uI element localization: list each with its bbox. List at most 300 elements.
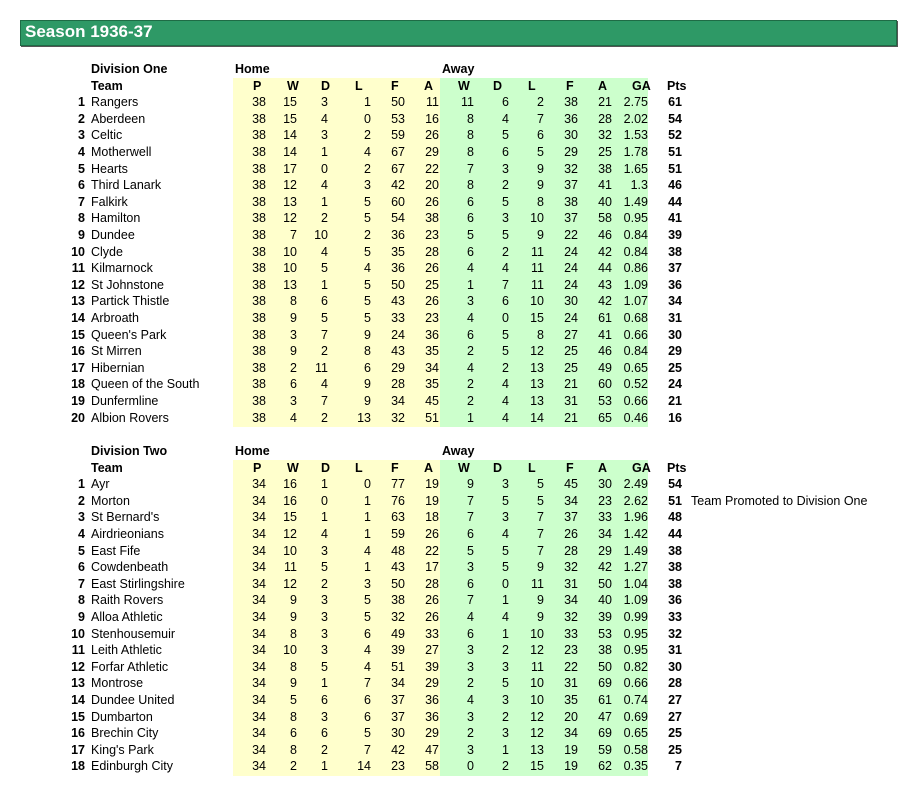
cell-d: 3 <box>321 95 328 110</box>
cell-d: 6 <box>502 145 509 159</box>
cell-l: 1 <box>364 510 371 525</box>
cell-f: 26 <box>564 527 578 541</box>
team-name: Albion Rovers <box>91 410 169 425</box>
cell-f: 32 <box>564 610 578 624</box>
cell-a: 61 <box>598 693 612 707</box>
table-row <box>0 626 918 643</box>
team-name: Montrose <box>91 676 144 691</box>
table-row <box>0 709 918 726</box>
cell-w: 2 <box>467 726 474 741</box>
cell-d: 0 <box>502 311 509 325</box>
cell-p: 34 <box>252 626 266 641</box>
cell-f: 19 <box>564 742 578 757</box>
table-row <box>0 277 918 294</box>
cell-p: 38 <box>252 128 266 143</box>
cell-l: 9 <box>364 377 371 392</box>
cell-d: 1 <box>321 759 328 774</box>
cell-a: 59 <box>598 742 612 757</box>
cell-w: 4 <box>467 610 474 624</box>
division_two-column-headers <box>0 460 918 477</box>
position: 1 <box>78 477 85 492</box>
cell-f: 33 <box>391 311 405 325</box>
cell-w: 6 <box>467 244 474 259</box>
cell-d: 5 <box>502 327 509 342</box>
position: 9 <box>78 610 85 624</box>
cell-l: 10 <box>530 693 544 707</box>
cell-d: 5 <box>502 543 509 558</box>
cell-pts: 27 <box>668 709 682 724</box>
column-header-w: W <box>287 78 299 93</box>
cell-f: 32 <box>564 560 578 575</box>
position: 8 <box>78 211 85 226</box>
cell-l: 9 <box>537 593 544 608</box>
cell-d: 1 <box>502 593 509 608</box>
cell-f: 50 <box>391 277 405 292</box>
cell-l: 5 <box>364 610 371 624</box>
cell-w: 8 <box>290 742 297 757</box>
cell-l: 1 <box>364 493 371 508</box>
cell-ga: 1.96 <box>623 510 648 525</box>
cell-pts: 46 <box>668 178 682 193</box>
team-name: Brechin City <box>91 726 159 741</box>
cell-a: 40 <box>598 194 612 209</box>
cell-p: 38 <box>252 228 266 242</box>
cell-d: 3 <box>502 693 509 707</box>
cell-d: 3 <box>502 726 509 741</box>
cell-l: 15 <box>530 759 544 774</box>
cell-w: 12 <box>283 211 297 226</box>
cell-a: 19 <box>425 493 439 508</box>
team-name: Stenhousemuir <box>91 626 176 641</box>
table-row <box>0 161 918 178</box>
cell-w: 8 <box>467 111 474 126</box>
cell-f: 36 <box>564 111 578 126</box>
cell-f: 63 <box>391 510 405 525</box>
table-row <box>0 227 918 244</box>
cell-ga: 0.46 <box>623 410 648 425</box>
cell-a: 60 <box>598 377 612 392</box>
cell-ga: 0.82 <box>623 659 648 674</box>
cell-d: 1 <box>502 626 509 641</box>
cell-l: 0 <box>364 477 371 492</box>
cell-d: 4 <box>321 377 328 392</box>
position: 8 <box>78 593 85 608</box>
cell-d: 3 <box>321 709 328 724</box>
cell-pts: 51 <box>668 161 682 176</box>
column-header-w: W <box>287 460 299 475</box>
cell-p: 38 <box>252 327 266 342</box>
cell-f: 32 <box>391 410 405 425</box>
column-header-a: A <box>598 460 608 475</box>
cell-w: 2 <box>467 344 474 359</box>
cell-p: 38 <box>252 178 266 193</box>
cell-w: 5 <box>467 543 474 558</box>
cell-f: 21 <box>564 410 578 425</box>
cell-p: 34 <box>252 676 266 691</box>
cell-l: 6 <box>364 360 371 375</box>
position: 14 <box>71 693 85 707</box>
position: 16 <box>71 344 85 359</box>
cell-l: 6 <box>537 128 544 143</box>
cell-w: 7 <box>290 228 297 242</box>
team-name: King's Park <box>91 742 154 757</box>
cell-w: 13 <box>283 277 297 292</box>
cell-p: 38 <box>252 294 266 309</box>
cell-w: 9 <box>290 311 297 325</box>
cell-ga: 1.07 <box>623 294 648 309</box>
cell-a: 39 <box>598 610 612 624</box>
cell-w: 7 <box>467 161 474 176</box>
cell-f: 24 <box>391 327 405 342</box>
cell-w: 6 <box>467 527 474 541</box>
cell-ga: 0.66 <box>623 676 648 691</box>
cell-a: 29 <box>425 145 439 159</box>
team-name: Alloa Athletic <box>91 610 163 624</box>
cell-l: 10 <box>530 294 544 309</box>
cell-w: 10 <box>283 643 297 658</box>
cell-p: 34 <box>252 693 266 707</box>
cell-w: 8 <box>290 294 297 309</box>
cell-f: 22 <box>564 228 578 242</box>
cell-a: 53 <box>598 394 612 408</box>
cell-l: 5 <box>537 493 544 508</box>
cell-l: 11 <box>531 576 544 591</box>
cell-a: 32 <box>598 128 612 143</box>
cell-ga: 0.95 <box>623 626 648 641</box>
cell-p: 34 <box>252 510 266 525</box>
cell-pts: 21 <box>668 394 682 408</box>
cell-f: 43 <box>391 294 405 309</box>
cell-ga: 1.49 <box>623 194 648 209</box>
cell-f: 38 <box>564 95 578 110</box>
table-row <box>0 476 918 493</box>
cell-f: 37 <box>391 693 405 707</box>
cell-w: 6 <box>467 194 474 209</box>
cell-l: 5 <box>537 145 544 159</box>
table-row <box>0 675 918 692</box>
cell-a: 38 <box>598 161 612 176</box>
cell-p: 38 <box>252 244 266 259</box>
cell-f: 30 <box>391 726 405 741</box>
position: 4 <box>78 145 85 159</box>
team-name: Airdrieonians <box>91 527 164 541</box>
cell-p: 38 <box>252 277 266 292</box>
cell-l: 7 <box>537 543 544 558</box>
cell-ga: 1.49 <box>623 543 648 558</box>
column-header-l: L <box>355 78 363 93</box>
cell-d: 4 <box>321 244 328 259</box>
division_one-name: Division One <box>91 62 168 76</box>
promotion-note: Team Promoted to Division One <box>691 493 868 508</box>
cell-a: 35 <box>425 344 439 359</box>
cell-a: 62 <box>598 759 612 774</box>
cell-a: 28 <box>425 576 439 591</box>
cell-l: 10 <box>530 211 544 226</box>
cell-f: 31 <box>564 676 578 691</box>
cell-f: 49 <box>391 626 405 641</box>
cell-d: 5 <box>502 344 509 359</box>
cell-f: 67 <box>391 161 405 176</box>
home-label: Home <box>235 62 270 76</box>
cell-l: 5 <box>364 277 371 292</box>
cell-l: 7 <box>537 510 544 525</box>
column-header-d: D <box>321 460 331 475</box>
cell-f: 34 <box>391 676 405 691</box>
cell-w: 12 <box>283 178 297 193</box>
cell-w: 2 <box>467 394 474 408</box>
cell-p: 38 <box>252 95 266 110</box>
column-header-a: A <box>424 460 434 475</box>
cell-l: 3 <box>364 178 371 193</box>
table-row <box>0 111 918 128</box>
cell-l: 10 <box>530 676 544 691</box>
cell-pts: 51 <box>668 145 682 159</box>
position: 11 <box>71 261 85 276</box>
cell-w: 6 <box>290 726 297 741</box>
cell-d: 3 <box>321 128 328 143</box>
cell-d: 1 <box>321 676 328 691</box>
cell-d: 2 <box>321 576 328 591</box>
cell-l: 5 <box>364 593 371 608</box>
cell-l: 12 <box>530 709 544 724</box>
cell-p: 38 <box>252 377 266 392</box>
table-row <box>0 144 918 161</box>
cell-d: 5 <box>321 560 328 575</box>
table-row <box>0 177 918 194</box>
table-row <box>0 194 918 211</box>
team-name: Celtic <box>91 128 123 143</box>
position: 7 <box>78 194 85 209</box>
cell-a: 23 <box>425 311 439 325</box>
cell-l: 4 <box>364 261 371 276</box>
cell-a: 17 <box>425 560 439 575</box>
team-name: Edinburgh City <box>91 759 173 774</box>
position: 13 <box>71 294 85 309</box>
position: 6 <box>78 178 85 193</box>
cell-a: 36 <box>425 327 439 342</box>
cell-pts: 38 <box>668 560 682 575</box>
cell-w: 14 <box>283 145 297 159</box>
column-header-pts: Pts <box>667 78 687 93</box>
cell-d: 2 <box>502 360 509 375</box>
cell-a: 26 <box>425 610 439 624</box>
cell-a: 22 <box>425 543 439 558</box>
cell-l: 1 <box>364 527 371 541</box>
cell-d: 3 <box>321 593 328 608</box>
table-row <box>0 410 918 427</box>
cell-pts: 25 <box>668 742 682 757</box>
cell-d: 4 <box>321 527 328 541</box>
table-row <box>0 609 918 626</box>
team-name: St Johnstone <box>91 277 164 292</box>
cell-pts: 37 <box>668 261 682 276</box>
cell-f: 39 <box>391 643 405 658</box>
cell-a: 69 <box>598 676 612 691</box>
cell-w: 2 <box>290 759 297 774</box>
cell-f: 37 <box>564 510 578 525</box>
cell-l: 6 <box>364 709 371 724</box>
cell-ga: 0.66 <box>623 327 648 342</box>
cell-d: 6 <box>502 294 509 309</box>
cell-w: 6 <box>467 576 474 591</box>
cell-w: 9 <box>290 593 297 608</box>
cell-w: 3 <box>290 327 297 342</box>
cell-p: 34 <box>252 759 266 774</box>
position: 10 <box>71 244 85 259</box>
team-name: Clyde <box>91 244 123 259</box>
cell-d: 3 <box>502 161 509 176</box>
cell-d: 4 <box>502 111 509 126</box>
cell-d: 2 <box>502 759 509 774</box>
cell-d: 2 <box>502 643 509 658</box>
cell-d: 0 <box>502 576 509 591</box>
table-row <box>0 526 918 543</box>
away-label: Away <box>442 444 475 458</box>
cell-d: 4 <box>502 261 509 276</box>
cell-w: 3 <box>467 742 474 757</box>
cell-a: 21 <box>598 95 612 110</box>
cell-f: 35 <box>564 693 578 707</box>
table-row <box>0 592 918 609</box>
table-row <box>0 376 918 393</box>
cell-f: 32 <box>564 161 578 176</box>
cell-d: 1 <box>502 742 509 757</box>
cell-w: 9 <box>290 610 297 624</box>
cell-f: 36 <box>391 228 405 242</box>
column-header-w: W <box>458 78 470 93</box>
cell-l: 14 <box>357 759 371 774</box>
position: 12 <box>71 277 85 292</box>
cell-w: 7 <box>467 510 474 525</box>
cell-l: 13 <box>530 377 544 392</box>
position: 3 <box>78 510 85 525</box>
cell-p: 38 <box>252 145 266 159</box>
cell-d: 3 <box>502 659 509 674</box>
position: 5 <box>78 543 85 558</box>
column-header-ga: GA <box>632 78 651 93</box>
cell-w: 11 <box>461 95 474 110</box>
cell-f: 19 <box>564 759 578 774</box>
cell-f: 43 <box>391 560 405 575</box>
cell-w: 8 <box>290 709 297 724</box>
cell-f: 31 <box>564 394 578 408</box>
cell-w: 2 <box>290 360 297 375</box>
cell-l: 11 <box>531 277 544 292</box>
cell-d: 7 <box>321 327 328 342</box>
cell-a: 49 <box>598 360 612 375</box>
cell-f: 77 <box>391 477 405 492</box>
cell-l: 9 <box>537 161 544 176</box>
cell-d: 3 <box>321 543 328 558</box>
cell-a: 36 <box>425 693 439 707</box>
cell-l: 2 <box>364 228 371 242</box>
cell-w: 6 <box>467 626 474 641</box>
cell-w: 1 <box>467 277 474 292</box>
cell-ga: 0.65 <box>623 360 648 375</box>
cell-w: 4 <box>467 311 474 325</box>
cell-w: 4 <box>467 261 474 276</box>
cell-f: 24 <box>564 261 578 276</box>
cell-a: 30 <box>598 477 612 492</box>
table-row <box>0 642 918 659</box>
cell-a: 11 <box>426 95 439 110</box>
cell-pts: 25 <box>668 726 682 741</box>
cell-p: 34 <box>252 742 266 757</box>
cell-d: 5 <box>502 194 509 209</box>
table-row <box>0 576 918 593</box>
cell-f: 34 <box>391 394 405 408</box>
cell-l: 5 <box>364 294 371 309</box>
cell-ga: 1.04 <box>623 576 648 591</box>
position: 20 <box>71 410 85 425</box>
cell-ga: 0.58 <box>623 742 648 757</box>
cell-d: 7 <box>321 394 328 408</box>
cell-ga: 0.68 <box>623 311 648 325</box>
team-name: Leith Athletic <box>91 643 162 658</box>
cell-d: 3 <box>502 477 509 492</box>
cell-w: 5 <box>290 693 297 707</box>
cell-a: 58 <box>598 211 612 226</box>
cell-d: 4 <box>321 178 328 193</box>
cell-l: 11 <box>531 659 544 674</box>
team-name: Hearts <box>91 161 128 176</box>
cell-f: 37 <box>564 178 578 193</box>
cell-a: 50 <box>598 659 612 674</box>
cell-d: 1 <box>321 145 328 159</box>
cell-d: 10 <box>314 228 328 242</box>
table-row <box>0 659 918 676</box>
cell-pts: 38 <box>668 576 682 591</box>
cell-ga: 2.49 <box>623 477 648 492</box>
column-header-d: D <box>321 78 331 93</box>
cell-d: 5 <box>502 560 509 575</box>
cell-a: 41 <box>598 178 612 193</box>
cell-l: 3 <box>364 576 371 591</box>
cell-p: 34 <box>252 593 266 608</box>
team-name: Queen of the South <box>91 377 200 392</box>
cell-d: 6 <box>321 693 328 707</box>
cell-l: 13 <box>357 410 371 425</box>
cell-a: 43 <box>598 277 612 292</box>
cell-f: 38 <box>391 593 405 608</box>
cell-ga: 2.02 <box>623 111 648 126</box>
cell-d: 6 <box>502 95 509 110</box>
cell-a: 28 <box>598 111 612 126</box>
cell-f: 42 <box>391 742 405 757</box>
cell-ga: 0.66 <box>623 394 648 408</box>
cell-a: 41 <box>598 327 612 342</box>
cell-d: 2 <box>321 410 328 425</box>
cell-d: 3 <box>321 626 328 641</box>
cell-d: 2 <box>321 344 328 359</box>
table-row <box>0 543 918 560</box>
team-name: Third Lanark <box>91 178 162 193</box>
cell-p: 38 <box>252 211 266 226</box>
cell-w: 12 <box>283 527 297 541</box>
cell-pts: 30 <box>668 327 682 342</box>
column-header-f: F <box>566 78 574 93</box>
cell-d: 5 <box>502 128 509 143</box>
cell-a: 69 <box>598 726 612 741</box>
team-label: Team <box>91 460 123 475</box>
team-name: Kilmarnock <box>91 261 153 276</box>
position: 18 <box>71 759 85 774</box>
cell-a: 26 <box>425 527 439 541</box>
cell-f: 21 <box>564 377 578 392</box>
cell-l: 5 <box>364 194 371 209</box>
cell-pts: 34 <box>668 294 682 309</box>
team-name: Ayr <box>91 477 110 492</box>
